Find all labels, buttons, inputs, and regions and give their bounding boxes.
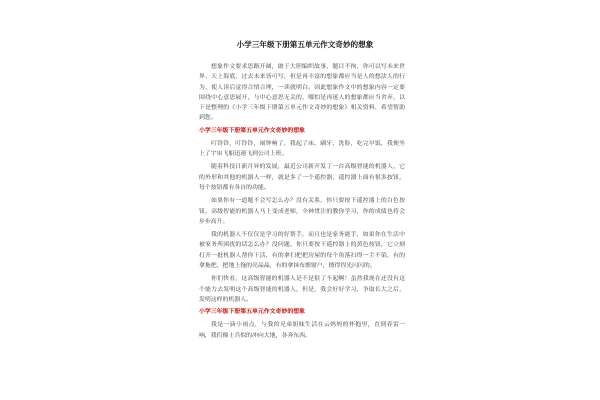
section-heading-2: 小学三年级下册第五单元作文奇妙的想象 [199, 309, 306, 316]
section-2-paragraph: 我是一滴小雨点，与我的兄弟姐妹生活在云妈妈的怀抱里，直到春雷一响，我们像士兵似的冲向大地，各奔东西。 [199, 322, 405, 339]
section-1-paragraph: 叮铃铃，叮铃铃，闹钟响了，我起了床，刷牙，洗脸，吃完早饭，我便坐上了宇宙飞船迅速飞到公司上班。 [199, 140, 405, 158]
document-title: 小学三年级下册第五单元作文奇妙的想象 [236, 40, 374, 49]
document-content [199, 40, 405, 344]
section-heading-1: 小学三年级下册第五单元作文奇妙的想象 [199, 127, 306, 134]
section-1-paragraph: 随着科技日新月异的发展，最近公司新开发了一台高级智能的机器人，它的外形和其他的机器人一样，就是多了一个遥控器，遥控器上面有很多按钮，每个按钮都有各自的功能。 [199, 164, 405, 191]
section-1-paragraph: 你们快看，这高级智能的机器人是不是很了不起啊！虽然我现在还没有这个能力去发明这个高级智能的机器人，但是，我会好好学习，争取长大之后，发明这样的机器人。 [199, 276, 405, 303]
section-1-paragraph: 如果你有一道题不会写怎么办？没有关系，你只要按下遥控器上的白色按钮，高级智能的机器人马上变成老师，全神贯注的教你学习，你的成绩也将会步步高升。 [199, 198, 405, 225]
intro-paragraph: 想象作文要求思路开阔，敢于大胆编织故事，题目不拘，你可以写未来世界、天上海底、过去未来皆可写，但是再丰富的想象都应当是人的想法人的行为，使人读后觉得合情合理，一读就明白。因此想象作文中的想象内容一定要围绕中心意思展开，与中心意思无关的，哪怕是再迷人的想象都应当舍弃，以下是整理的《小学三年级下册第五单元作文奇妙的想象》相关资料，希望帮助到您。 [199, 64, 405, 122]
section-1-paragraph: 我的机器人不仅仅是学习的好帮手，而且也是家务能手，如果你在生活中被家务所困扰的话怎么办？没问题，你只要按下遥控器上的黄色按钮，它立刻打开一批机器人帮你干活，有的拿扫把把房屋的每个角落扫得一尘不染，有的拿拖把，把地上拖的亮晶晶，有的拿抹布擦窗户，擦得锃光闪闪的。 [199, 232, 405, 270]
